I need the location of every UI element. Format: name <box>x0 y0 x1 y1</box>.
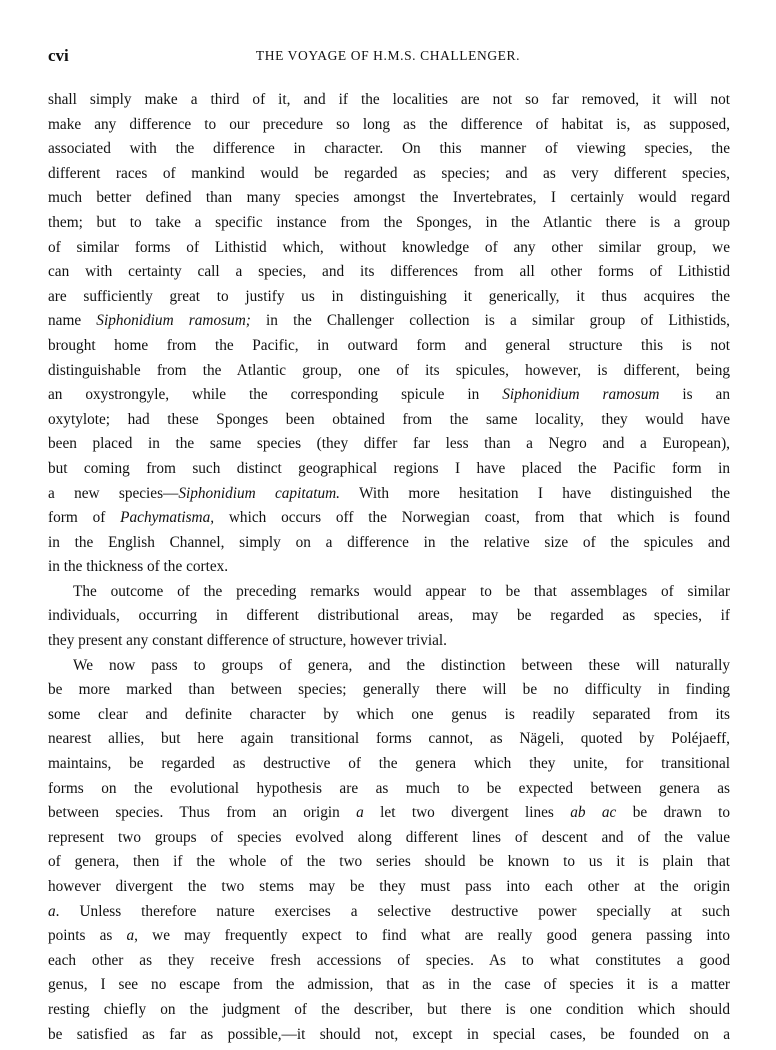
text-segment: of similar forms of Lithistid which, without knowledge of any other similar group, we <box>48 238 730 256</box>
text-segment: brought home from the Pacific, in outward form and general structure this is not <box>48 336 730 354</box>
text-segment: shall simply make a third of it, and if the localities are not so far removed, it will not <box>48 91 730 108</box>
text-line <box>48 137 730 162</box>
text-segment: they present any constant difference of structure, however trivial. <box>48 632 447 650</box>
text-line <box>48 949 730 974</box>
text-segment: different races of mankind would be regarded as species; and as very different species, <box>48 164 730 182</box>
running-title: THE VOYAGE OF H.M.S. CHALLENGER. <box>255 48 521 63</box>
text-segment: maintains, be regarded as destructive of the genera which they unite, for transitional <box>48 755 730 773</box>
text-line <box>48 654 730 679</box>
text-line <box>48 383 730 408</box>
text-line <box>48 482 730 507</box>
text-segment: them; but to take a specific instance from the Sponges, in the Atlantic there is a group <box>48 213 730 231</box>
text-segment: a new species— <box>48 484 179 502</box>
page-header <box>48 48 728 72</box>
body-text <box>48 88 730 1047</box>
text-line <box>48 506 730 531</box>
text-segment: points as <box>48 927 127 945</box>
text-line <box>48 359 730 384</box>
text-segment: be more marked than between species; generally there will be no difficulty in finding <box>48 681 730 699</box>
text-segment: associated with the difference in character. On this manner of viewing species, the <box>48 140 730 158</box>
italic-text: a <box>356 804 364 822</box>
text-segment: some clear and definite character by which one genus is readily separated from its <box>48 705 730 723</box>
text-segment: much better defined than many species amongst the Invertebrates, I certainly would regard <box>48 189 730 207</box>
italic-text: Siphonidium ramosum <box>502 386 660 404</box>
text-line <box>48 924 730 949</box>
text-segment: be drawn to <box>616 804 730 822</box>
text-line <box>48 900 730 925</box>
text-line <box>48 777 730 802</box>
text-segment: . Unless therefore nature exercises a selective destructive power specially at such <box>55 902 730 920</box>
text-segment: each other as they receive fresh accessions of species. As to what constitutes a good <box>48 951 730 969</box>
text-segment: , we may frequently expect to find what are really good genera passing into <box>134 927 730 945</box>
text-line <box>48 88 730 113</box>
text-line <box>48 850 730 875</box>
italic-text: a <box>126 927 135 945</box>
text-line <box>48 604 730 629</box>
text-line <box>48 998 730 1023</box>
text-segment: however divergent the two stems may be they must pass into each other at the origin <box>48 878 730 895</box>
text-segment: let two divergent lines <box>363 804 571 822</box>
text-line <box>48 752 730 777</box>
text-line <box>48 457 730 482</box>
text-segment: an oxystrongyle, while the corresponding spicule in <box>48 386 503 404</box>
italic-text: Siphonidium capitatum. <box>178 484 341 502</box>
text-segment: in the thickness of the cortex. <box>48 558 229 576</box>
italic-text: Pachymatisma, <box>120 509 215 527</box>
text-line <box>48 1023 730 1048</box>
text-segment: nearest allies, but here again transitional forms cannot, as Nägeli, quoted by Poléjaeff, <box>48 730 730 748</box>
text-segment: been placed in the same species (they differ far less than a Negro and a European), <box>48 435 730 453</box>
text-segment: oxytylote; had these Sponges been obtained from the same locality, they would have <box>48 410 730 428</box>
text-line <box>48 629 730 654</box>
italic-text: a <box>48 902 56 920</box>
text-segment: genus, I see no escape from the admission, that as in the case of species it is a matter <box>48 976 730 994</box>
text-line <box>48 408 730 433</box>
text-segment: in the Challenger collection is a similar group of Lithistids, <box>250 312 730 330</box>
text-line <box>48 162 730 187</box>
text-segment: be satisfied as far as possible,—it should not, except in special cases, be founded on a <box>48 1025 730 1043</box>
text-line <box>48 727 730 752</box>
text-line <box>48 973 730 998</box>
text-segment: form of <box>48 509 121 527</box>
text-segment: are sufficiently great to justify us in distinguishing it generically, it thus acquires the <box>48 287 730 305</box>
text-line <box>48 309 730 334</box>
text-line <box>48 260 730 285</box>
text-segment: distinguishable from the Atlantic group, one of its spicules, however, is different, being <box>48 361 730 379</box>
text-line <box>48 334 730 359</box>
text-line <box>48 531 730 556</box>
text-segment: individuals, occurring in different distributional areas, may be regarded as species, if <box>48 607 730 625</box>
text-line <box>48 211 730 236</box>
text-line <box>48 580 730 605</box>
text-segment: name <box>48 312 97 330</box>
text-segment: make any difference to our precedure so long as the difference of habitat is, as supposed, <box>48 115 730 133</box>
text-segment: forms on the evolutional hypothesis are as much to be expected between genera as <box>48 779 730 797</box>
text-line <box>48 555 730 580</box>
text-line <box>48 801 730 826</box>
text-line <box>48 186 730 211</box>
text-segment: The outcome of the preceding remarks would appear to be that assemblages of similar <box>73 582 730 600</box>
text-line <box>48 113 730 138</box>
text-segment: of genera, then if the whole of the two series should be known to us it is plain that <box>48 853 730 871</box>
page-number: cvi <box>48 46 69 65</box>
text-line <box>48 285 730 310</box>
text-line <box>48 703 730 728</box>
text-segment: can with certainty call a species, and its differences from all other forms of Lithistid <box>48 263 730 281</box>
text-segment: which occurs off the Norwegian coast, from that which is found <box>214 509 730 527</box>
text-segment: is an <box>659 386 730 404</box>
text-line <box>48 432 730 457</box>
text-line <box>48 236 730 261</box>
text-segment: but coming from such distinct geographical regions I have placed the Pacific form in <box>48 459 730 477</box>
text-segment: in the English Channel, simply on a difference in the relative size of the spicules and <box>48 533 730 551</box>
text-line <box>48 826 730 851</box>
italic-text: ab ac <box>570 804 617 822</box>
text-segment: We now pass to groups of genera, and the distinction between these will naturally <box>73 656 730 674</box>
text-segment: With more hesitation I have distinguished the <box>340 484 730 502</box>
text-segment: represent two groups of species evolved along different lines of descent and of the value <box>48 828 730 846</box>
text-line <box>48 678 730 703</box>
italic-text: Siphonidium ramosum; <box>96 312 251 330</box>
text-segment: resting chiefly on the judgment of the describer, but there is one condition which should <box>48 1000 730 1018</box>
text-line <box>48 875 730 900</box>
text-segment: between species. Thus from an origin <box>48 804 357 822</box>
